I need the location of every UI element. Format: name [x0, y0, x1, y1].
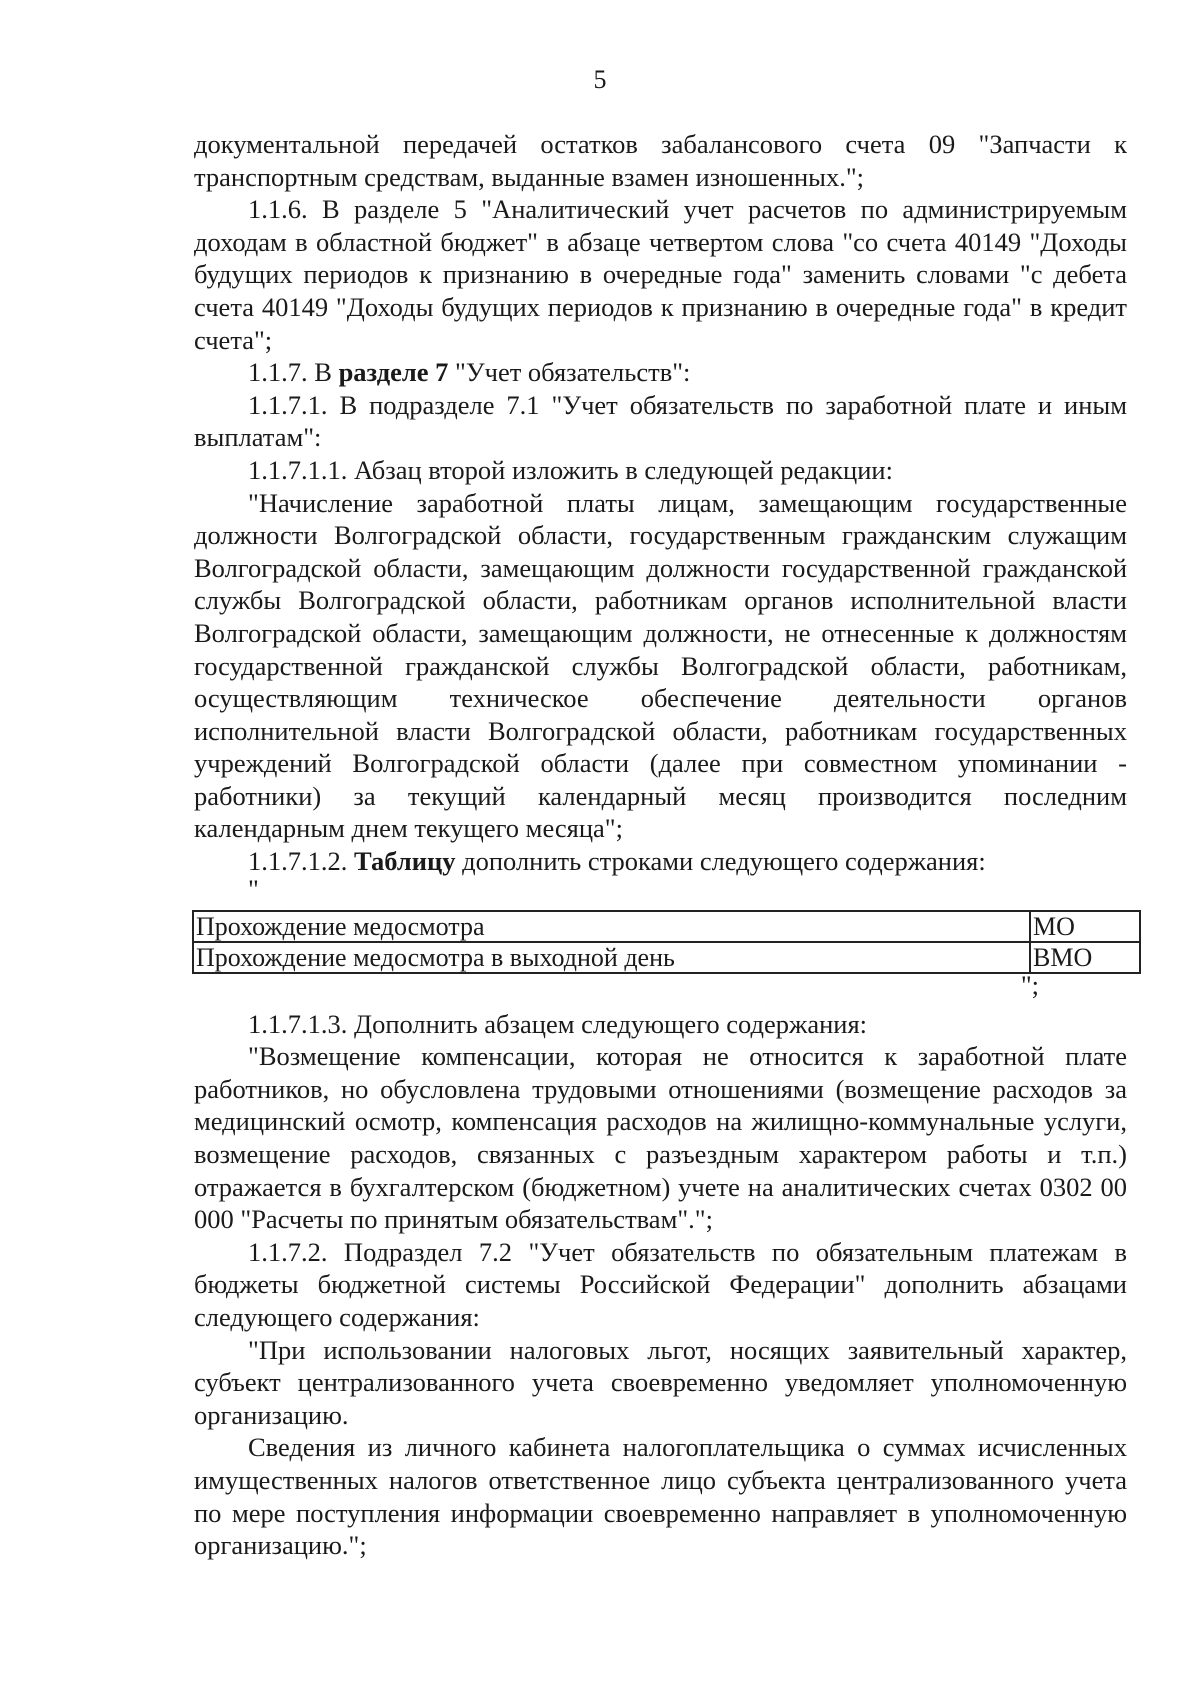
table-cell-code: МО — [1030, 911, 1140, 942]
paragraph-1-1-7-1-2 — [194, 845, 1127, 878]
paragraph-1-1-7-1-2-bold: Таблицу — [354, 846, 456, 877]
table-cell-name: Прохождение медосмотра в выходной день — [193, 942, 1030, 973]
paragraph-1-1-7-1-2-tail: дополнить строками следующего содержания: — [455, 846, 986, 877]
paragraph-1-1-7-1-1: 1.1.7.1.1. Абзац второй изложить в следующей редакции: — [248, 454, 893, 485]
additional-rows-table-wrapper — [194, 910, 1127, 974]
quote-tax-info: Сведения из личного кабинета налогоплательщика о суммах исчисленных имущественных налогов ответственное лицо субъекта централизованного учета по мере поступления информации своевременно направляет в уполномоченную организацию."; — [194, 1432, 1127, 1561]
document-body — [194, 128, 1127, 1562]
table-closing-quote: "; — [1020, 969, 1039, 1000]
quote-tax-benefits: "При использовании налоговых льгот, носящих заявительный характер, субъект централизованного учета своевременно уведомляет уполномоченную организацию. — [194, 1334, 1127, 1430]
table-cell-code: ВМО — [1030, 942, 1140, 973]
table-opening-quote: " — [248, 873, 259, 904]
paragraph-1-1-7-1-2-lead: 1.1.7.1.2. — [248, 846, 354, 877]
paragraph-1-1-6: 1.1.6. В разделе 5 "Аналитический учет расчетов по администрируемым доходам в областной бюджет" в абзаце четвертом слова "со счета 40149 "Доходы будущих периодов к признанию в очередные года" заменить словами "с дебета счета 40149 "Доходы будущих периодов к признанию в очередные года" в кредит счета"; — [194, 194, 1127, 355]
paragraph-1-1-7-1: 1.1.7.1. В подразделе 7.1 "Учет обязательств по заработной плате и иным выплатам": — [194, 389, 1127, 453]
quote-compensation: "Возмещение компенсации, которая не относится к заработной плате работников, но обусловлена трудовыми отношениями (возмещение расходов за медицинский осмотр, компенсация расходов на жилищно-коммунальные услуги, возмещение расходов, связанных с разъездным характером работы и т.п.) отражается в бухгалтерском (бюджетном) учете на аналитических счетах 0302 00 000 "Расчеты по принятым обязательствам"."; — [194, 1041, 1127, 1235]
paragraph-1-1-7 — [194, 356, 1127, 389]
table-row — [193, 942, 1140, 973]
paragraph-1-1-7-bold: разделе 7 — [338, 357, 449, 388]
table-cell-name: Прохождение медосмотра — [193, 911, 1030, 942]
paragraph-1-1-7-2: 1.1.7.2. Подраздел 7.2 "Учет обязательств по обязательным платежам в бюджеты бюджетной системы Российской Федерации" дополнить абзацами следующего содержания: — [194, 1236, 1127, 1332]
paragraph-1-1-7-lead: 1.1.7. В — [248, 357, 339, 388]
table-row — [193, 911, 1140, 942]
paragraph-1-1-7-1-3: 1.1.7.1.3. Дополнить абзацем следующего содержания: — [248, 1008, 868, 1039]
quote-salary-accrual: "Начисление заработной платы лицам, замещающим государственные должности Волгоградской области, государственным гражданским служащим Волгоградской области, замещающим должности государственной гражданской службы Волгоградской области, работникам органов исполнительной власти Волгоградской области, замещающим должности, не отнесенные к должностям государственной гражданской службы Волгоградской области, работникам, осуществляющим техническое обеспечение деятельности органов исполнительной власти Волгоградской области, работникам государственных учреждений Волгоградской области (далее при совместном упоминании - работники) за текущий календарный месяц производится последним календарным днем текущего месяца"; — [194, 487, 1127, 844]
additional-rows-table — [192, 910, 1141, 974]
paragraph-continuation: документальной передачей остатков забалансового счета 09 "Запчасти к транспортным средствам, выданные взамен изношенных."; — [194, 129, 1127, 192]
paragraph-1-1-7-tail: "Учет обязательств": — [448, 357, 691, 388]
page-number: 5 — [593, 65, 607, 94]
